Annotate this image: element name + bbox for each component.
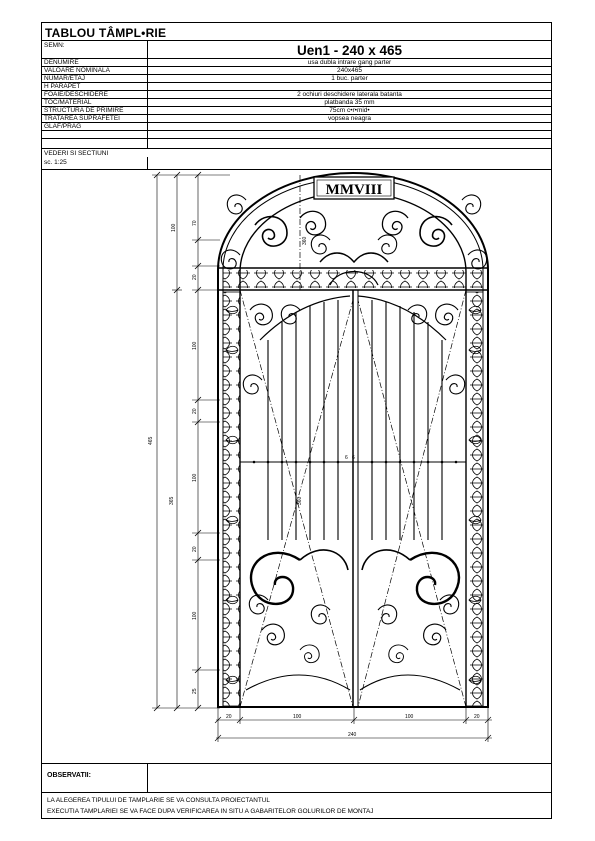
dim-label: 100 xyxy=(405,714,414,720)
row-label-denumire: DENUMIRE xyxy=(44,59,79,66)
leaf-mark: 360 xyxy=(302,236,308,245)
row-label-tratarea: TRATAREA SUPRAFETEI xyxy=(44,115,120,122)
semn-label: SEMN: xyxy=(44,42,65,49)
row-label-structura: STRUCTURA DE PRIMIRE xyxy=(44,107,124,114)
left-side-band xyxy=(223,292,240,706)
row-value-tratarea: vopsea neagra xyxy=(327,115,371,122)
dim-label: 25 xyxy=(192,688,198,694)
views-label: VEDERI SI SECTIUNI xyxy=(44,150,109,157)
row-value-valoare: 240x465 xyxy=(337,67,362,74)
small-mark: 6 xyxy=(345,455,348,461)
row-value-foaie: 2 ochiuri deschidere laterala batanta xyxy=(297,91,402,98)
small-mark: 6 xyxy=(352,455,355,461)
right-side-band xyxy=(466,292,483,706)
year-inscription: MMVIII xyxy=(325,182,383,198)
row-value-denumire: usa dubla intrare gang parter xyxy=(307,59,392,66)
upper-scrolls xyxy=(243,296,464,394)
dim-label: 70 xyxy=(192,220,198,226)
dim-label: 365 xyxy=(169,496,175,505)
row-label-numar: NUMAR/ETAJ xyxy=(44,75,86,82)
observatii-label: OBSERVATII: xyxy=(47,772,91,779)
row-value-toc: platbanda 35 mm xyxy=(324,99,375,106)
row-label-parapet: H PARAPET xyxy=(44,83,81,90)
row-value-numar: 1 buc. parter xyxy=(331,75,368,82)
note-line: LA ALEGEREA TIPULUI DE TAMPLARIE SE VA CONSULTA PROIECTANTUL xyxy=(47,797,270,804)
dim-label: 100 xyxy=(171,223,177,232)
row-value-structura: 75cm c•r•mid• xyxy=(329,107,370,114)
note-line: EXECUTIA TAMPLARIEI SE VA FACE DUPA VERIFICAREA IN SITU A GABARITELOR GOLURILOR DE MONTAJ xyxy=(47,808,374,815)
dim-label: 20 xyxy=(192,274,198,280)
row-label-toc: TOC/MATERIAL xyxy=(44,99,92,106)
dim-label: 20 xyxy=(192,408,198,414)
sheet-title: TABLOU TÂMPL•RIE xyxy=(45,26,167,40)
dim-label: 240 xyxy=(348,732,357,738)
row-label-valoare: VALOARE NOMINALA xyxy=(44,67,110,74)
gate-frame xyxy=(218,173,488,707)
transom-band xyxy=(223,270,483,288)
dim-label: 100 xyxy=(192,611,198,620)
row-label-glaf: GLAF/PRAG xyxy=(44,123,82,130)
dim-label: 20 xyxy=(226,714,232,720)
dim-label: 100 xyxy=(293,714,302,720)
dim-label: 100 xyxy=(192,473,198,482)
dim-label: 465 xyxy=(148,436,154,445)
scale-label: sc. 1:25 xyxy=(44,159,67,166)
dimension-ticks xyxy=(154,172,201,711)
dim-label: 100 xyxy=(192,341,198,350)
window-code: Uen1 - 240 x 465 xyxy=(296,43,403,58)
dim-label: 20 xyxy=(474,714,480,720)
leaf-mark: 360 xyxy=(297,496,303,505)
dim-label: 20 xyxy=(192,546,198,552)
row-label-foaie: FOAIE/DESCHIDERE xyxy=(44,91,108,98)
